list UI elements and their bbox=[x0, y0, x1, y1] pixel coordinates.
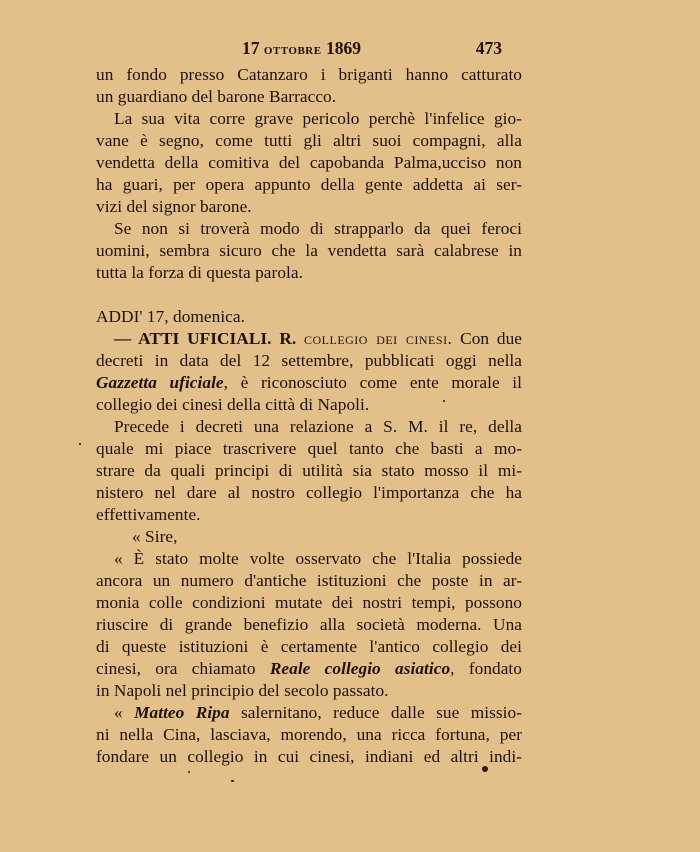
text-line: fondare un collegio in cui cinesi, indiani ed altri indi- bbox=[96, 747, 522, 766]
text-line bbox=[96, 658, 522, 680]
text-line: monia colle condizioni mutate dei nostri tempi, possono bbox=[96, 593, 522, 612]
text-line: quale mi piace trascrivere quel tanto che basti a mo- bbox=[96, 439, 522, 458]
header-day: 17 bbox=[242, 38, 260, 58]
ink-speck bbox=[482, 766, 488, 772]
header-date bbox=[242, 38, 361, 59]
text-fragment: salernitano, reduce dalle sue missio- bbox=[229, 703, 522, 722]
text-line bbox=[96, 372, 522, 394]
header-month: ottobre bbox=[263, 42, 322, 58]
paragraph-quote bbox=[96, 548, 522, 702]
section-gap bbox=[96, 284, 522, 306]
text-fragment: , è riconosciuto come ente morale il bbox=[223, 373, 523, 392]
text-line: un guardiano del barone Barracco. bbox=[96, 87, 337, 106]
text-line: La sua vita corre grave pericolo perchè l'infelice gio- bbox=[114, 109, 522, 128]
ink-speck bbox=[443, 400, 445, 402]
text-line: collegio dei cinesi della città di Napoli. bbox=[96, 395, 370, 414]
text-line: in Napoli nel principio del secolo passato. bbox=[96, 681, 389, 700]
paragraph-continuation bbox=[96, 64, 522, 108]
text-line: vane è segno, come tutti gli altri suoi compagni, alla bbox=[96, 131, 522, 150]
text-line: Se non si troverà modo di strapparlo da quei feroci bbox=[114, 219, 522, 238]
text-line: uomini, sembra sicuro che la vendetta sarà calabrese in bbox=[96, 241, 522, 260]
text-line: Precede i decreti una relazione a S. M. il re, della bbox=[114, 417, 522, 436]
text-line: nistero nel dare al nostro collegio l'importanza che ha bbox=[96, 483, 522, 502]
text-line: un fondo presso Catanzaro i briganti hanno catturato bbox=[96, 65, 522, 84]
paragraph bbox=[96, 218, 522, 284]
text-line: vendetta della comitiva del capobanda Palma,ucciso non bbox=[96, 153, 522, 172]
text-line: « È stato molte volte osservato che l'Italia possiede bbox=[114, 549, 522, 568]
italic-title: Gazzetta uficiale bbox=[96, 373, 224, 392]
text-line: decreti in data del 12 settembre, pubblicati oggi nella bbox=[96, 351, 522, 370]
text-line: di queste istituzioni è certamente l'antico collegio dei bbox=[96, 637, 522, 656]
page-number: 473 bbox=[475, 38, 502, 58]
paragraph bbox=[96, 108, 522, 218]
italic-name: Matteo Ripa bbox=[134, 703, 230, 722]
italic-title: Reale collegio asiatico bbox=[269, 659, 451, 678]
text-fragment: « bbox=[114, 703, 135, 722]
section-lead: — ATTI UFICIALI. R. bbox=[114, 329, 297, 348]
salutation-text: « Sire, bbox=[132, 527, 178, 546]
ink-speck bbox=[188, 771, 190, 773]
header-year: 1869 bbox=[325, 38, 361, 58]
ink-speck bbox=[231, 780, 234, 782]
running-header bbox=[96, 38, 522, 64]
text-line: tutta la forza di questa parola. bbox=[96, 263, 303, 282]
text-line: ha guari, per opera appunto della gente addetta ai ser- bbox=[96, 175, 522, 194]
book-page bbox=[96, 38, 522, 768]
paragraph-atti-uficiali bbox=[96, 328, 522, 416]
text-line bbox=[96, 328, 522, 350]
section-subject: collegio dei cinesi. bbox=[303, 329, 453, 348]
text-fragment: Con due bbox=[460, 329, 522, 348]
text-fragment: , fondato bbox=[450, 659, 522, 678]
text-fragment: cinesi, ora chiamato bbox=[96, 659, 270, 678]
text-line: ni nella Cina, lasciava, morendo, una ricca fortuna, per bbox=[96, 725, 522, 744]
text-line: effettivamente. bbox=[96, 505, 201, 524]
text-line: ancora un numero d'antiche istituzioni che poste in ar- bbox=[96, 571, 522, 590]
day-heading bbox=[96, 306, 522, 328]
text-line: vizi del signor barone. bbox=[96, 197, 252, 216]
text-line: strare da quali principi di utilità sia stato mosso il mi- bbox=[96, 461, 522, 480]
text-line: riuscire di grande benefizio alla società moderna. Una bbox=[96, 615, 522, 634]
paragraph bbox=[96, 416, 522, 526]
ink-speck bbox=[79, 443, 81, 445]
text-line bbox=[96, 702, 522, 724]
paragraph-quote bbox=[96, 702, 522, 768]
day-heading-text: ADDI' 17, domenica. bbox=[96, 307, 245, 326]
salutation bbox=[96, 526, 522, 548]
